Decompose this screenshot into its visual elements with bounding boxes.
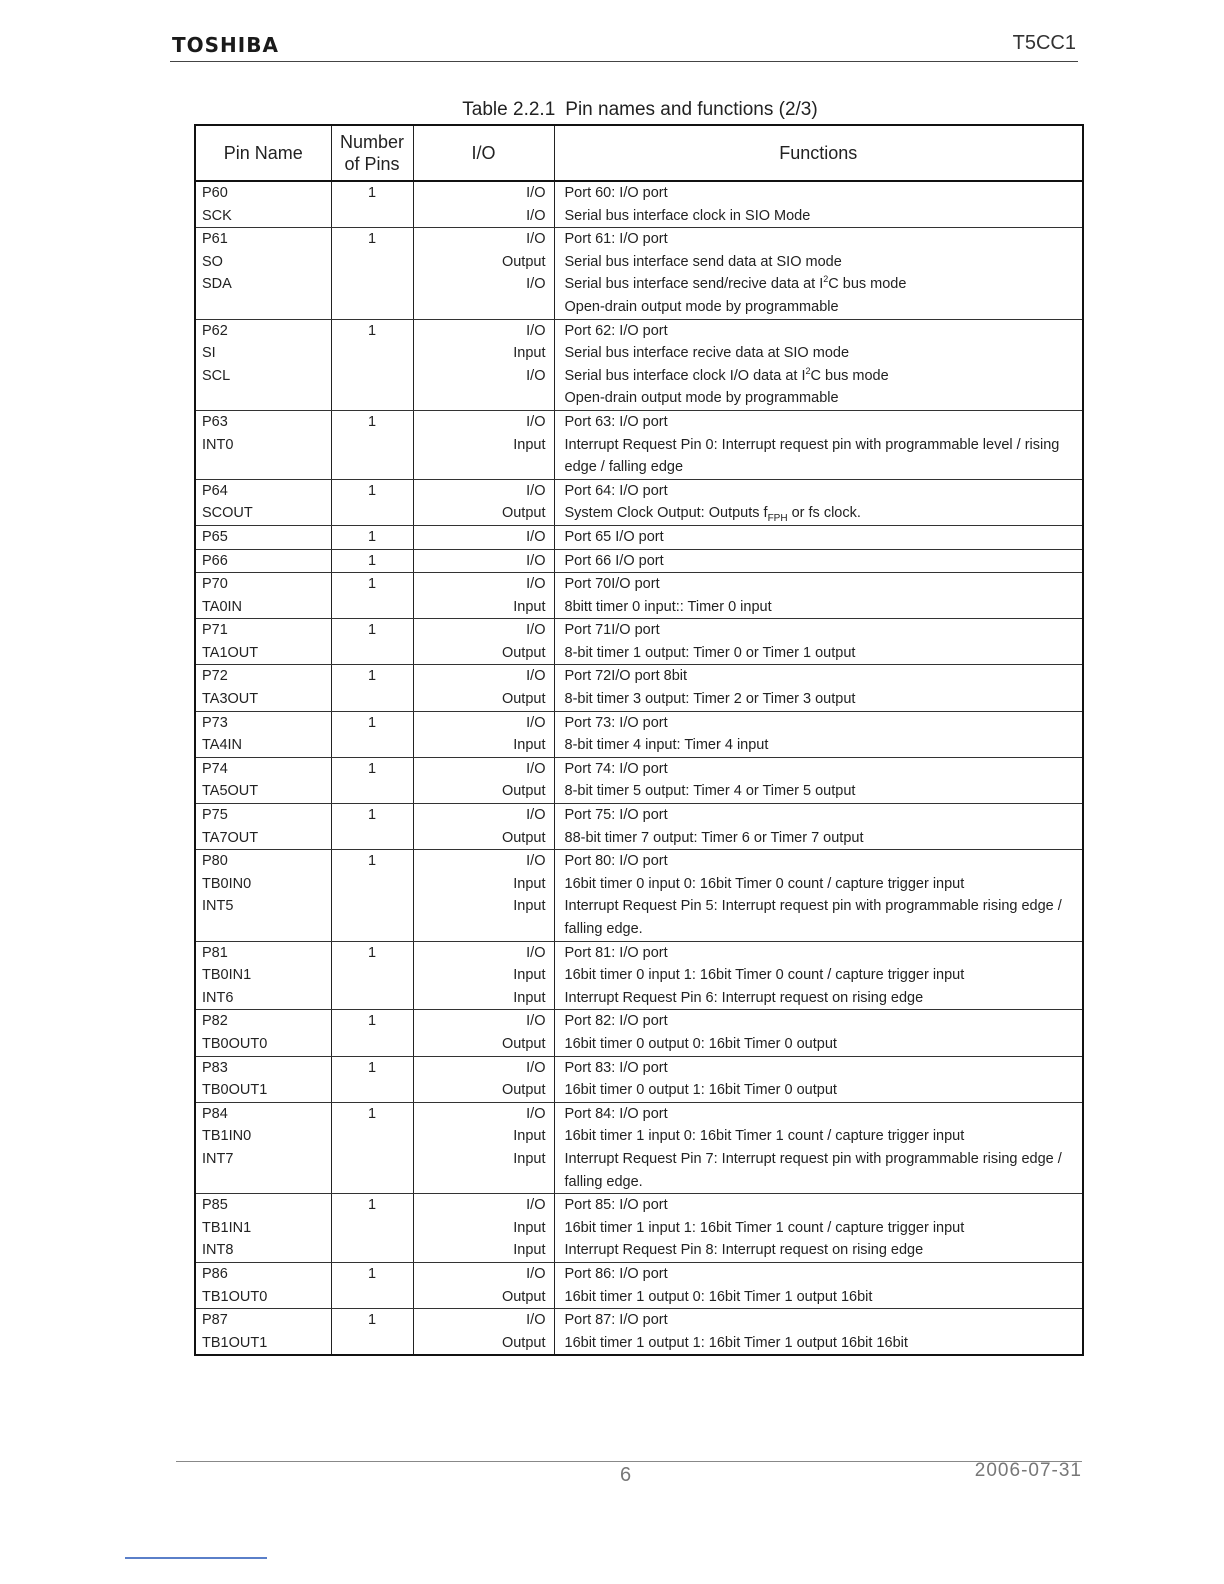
- pin-count-cell: [331, 525, 413, 549]
- pin-function: 88-bit timer 7 output: Timer 6 or Timer 7 output: [564, 829, 864, 846]
- pin-io: Output: [501, 644, 546, 661]
- table-row: [195, 665, 1083, 711]
- pin-name-cell: [195, 1262, 331, 1308]
- pin-count-cell: [331, 665, 413, 711]
- pin-function: System Clock Output: Outputs $f_{FPH}$ or fs clock.: [564, 505, 861, 525]
- pin-name: TB1IN0: [202, 1128, 252, 1145]
- pin-function-cell: [554, 665, 1083, 711]
- pin-function: Port 72I/O port 8bit: [564, 668, 688, 685]
- pin-io: I/O: [526, 276, 546, 293]
- pin-count: 1: [367, 552, 377, 569]
- pin-count: 1: [367, 528, 377, 545]
- pin-function-cell: [554, 573, 1083, 619]
- pin-function: Port 85: I/O port: [564, 1197, 668, 1214]
- pin-count: 1: [367, 576, 377, 593]
- pin-count-cell: [331, 549, 413, 573]
- pin-count: 1: [367, 1013, 377, 1030]
- pin-count: 1: [367, 185, 377, 201]
- pin-name: SCK: [202, 207, 232, 224]
- pin-function: Port 82: I/O port: [564, 1013, 668, 1030]
- pin-count-cell: [331, 181, 413, 228]
- pin-function: 8-bit timer 5 output: Timer 4 or Timer 5 output: [564, 783, 856, 800]
- pin-count: 1: [367, 760, 377, 777]
- pin-function: Interrupt Request Pin 5: Interrupt request pin with programmable rising edge / falling edge.: [564, 898, 1062, 937]
- pin-function: 8-bit timer 4 input: Timer 4 input: [564, 737, 769, 754]
- pin-count-cell: [331, 573, 413, 619]
- pin-function: Port 74: I/O port: [564, 760, 668, 777]
- pin-io: I/O: [526, 482, 546, 499]
- pin-count-cell: [331, 479, 413, 525]
- pin-function-cell: [554, 941, 1083, 1010]
- pin-io: Output: [501, 1035, 546, 1052]
- table-row: [195, 804, 1083, 850]
- pin-io-cell: [413, 619, 554, 665]
- pin-io-cell: [413, 711, 554, 757]
- pin-count-cell: [331, 619, 413, 665]
- pin-function: Port 63: I/O port: [564, 413, 668, 430]
- pin-io-cell: [413, 181, 554, 228]
- pin-io: I/O: [526, 1059, 546, 1076]
- pin-io: I/O: [526, 853, 546, 870]
- table-row: [195, 549, 1083, 573]
- table-row: [195, 757, 1083, 803]
- pin-io: Input: [513, 989, 546, 1006]
- pin-table-body: [195, 181, 1083, 1355]
- pin-name-cell: [195, 941, 331, 1010]
- pin-name-cell: [195, 181, 331, 228]
- pin-function-cell: [554, 181, 1083, 228]
- pin-name: TA3OUT: [202, 691, 259, 708]
- pin-function: Port 66 I/O port: [564, 552, 664, 569]
- pin-name: TA4IN: [202, 737, 243, 754]
- pin-name: TA5OUT: [202, 783, 259, 800]
- pin-function: Port 62: I/O port: [564, 322, 668, 339]
- pin-name-cell: [195, 1010, 331, 1056]
- pin-name: SI: [202, 345, 216, 362]
- pin-io-cell: [413, 941, 554, 1010]
- pin-io-cell: [413, 1102, 554, 1193]
- pin-io: I/O: [526, 322, 546, 339]
- pin-name: P71: [202, 622, 228, 639]
- pin-io: Output: [501, 505, 546, 522]
- table-row: [195, 1056, 1083, 1102]
- pin-name: P72: [202, 668, 228, 685]
- pin-name: P63: [202, 413, 228, 430]
- pin-io-cell: [413, 757, 554, 803]
- pin-io-cell: [413, 1056, 554, 1102]
- pin-name-cell: [195, 319, 331, 410]
- pin-count-cell: [331, 410, 413, 479]
- pin-name: P65: [202, 528, 228, 545]
- pin-count: 1: [367, 1265, 377, 1282]
- pin-name: TA1OUT: [202, 644, 259, 661]
- pin-count: 1: [367, 1059, 377, 1076]
- pin-function: Port 80: I/O port: [564, 853, 668, 870]
- pin-function: Interrupt Request Pin 8: Interrupt request on rising edge: [564, 1242, 924, 1259]
- pin-name: SCL: [202, 367, 231, 384]
- table-row: [195, 525, 1083, 549]
- pin-io: I/O: [526, 231, 546, 248]
- pin-function: Open-drain output mode by programmable: [564, 390, 839, 407]
- pin-count: 1: [367, 622, 377, 639]
- pin-function-cell: [554, 804, 1083, 850]
- pin-count-cell: [331, 1309, 413, 1356]
- pin-io-cell: [413, 573, 554, 619]
- table-row: [195, 941, 1083, 1010]
- pin-name: P87: [202, 1312, 228, 1329]
- pin-function: 16bit timer 0 output 0: 16bit Timer 0 output: [564, 1035, 837, 1052]
- pin-name: P84: [202, 1105, 228, 1122]
- pin-function: Serial bus interface send/recive data at $I^2C$ bus mode: [564, 274, 907, 293]
- pin-name: TA0IN: [202, 598, 243, 615]
- pin-function-cell: [554, 1056, 1083, 1102]
- pin-function-cell: [554, 525, 1083, 549]
- col-header-io: I/O: [413, 125, 554, 181]
- pin-function: Open-drain output mode by programmable: [564, 298, 839, 315]
- pin-io: Input: [513, 875, 546, 892]
- table-row: [195, 573, 1083, 619]
- header-number-line1: Number: [339, 132, 405, 152]
- pin-io: Output: [501, 1082, 546, 1099]
- pin-io: Input: [513, 898, 546, 915]
- pin-io: Input: [513, 1128, 546, 1145]
- pin-function-cell: [554, 319, 1083, 410]
- pin-io: Input: [513, 737, 546, 754]
- pin-function: Interrupt Request Pin 0: Interrupt request pin with programmable level / rising edge / falling edge: [564, 436, 1060, 476]
- pin-function: 16bit timer 0 input 1: 16bit Timer 0 count / capture trigger input: [564, 967, 965, 984]
- col-header-pin-name: Pin Name: [195, 125, 331, 181]
- pin-io: I/O: [526, 185, 546, 201]
- pin-count: 1: [367, 853, 377, 870]
- pin-function: 16bit timer 1 input 0: 16bit Timer 1 count / capture trigger input: [564, 1128, 965, 1145]
- pin-function: Port 87: I/O port: [564, 1312, 668, 1329]
- pin-io: Output: [501, 1334, 546, 1351]
- pin-function: Serial bus interface clock in SIO Mode: [564, 207, 811, 224]
- pin-function: Serial bus interface recive data at SIO mode: [564, 345, 850, 362]
- pin-name: P64: [202, 482, 228, 499]
- table-row: [195, 410, 1083, 479]
- pin-name-cell: [195, 711, 331, 757]
- pin-io: I/O: [526, 760, 546, 777]
- pin-function: 16bit timer 1 output 1: 16bit Timer 1 output 16bit 16bit: [564, 1334, 908, 1351]
- pin-count: 1: [367, 714, 377, 731]
- pin-function-cell: [554, 1262, 1083, 1308]
- pin-function: Port 75: I/O port: [564, 807, 668, 824]
- pin-io-cell: [413, 549, 554, 573]
- table-row: [195, 1102, 1083, 1193]
- table-row: [195, 181, 1083, 228]
- pin-name: P85: [202, 1197, 228, 1214]
- table-row: [195, 228, 1083, 319]
- pin-function-cell: [554, 711, 1083, 757]
- pin-count: 1: [367, 1312, 377, 1329]
- pin-name-cell: [195, 757, 331, 803]
- pin-io: I/O: [526, 413, 546, 430]
- pin-count: 1: [367, 1197, 377, 1214]
- pin-name-cell: [195, 665, 331, 711]
- table-row: [195, 319, 1083, 410]
- col-header-number-of-pins: [331, 125, 413, 181]
- pin-function: 16bit timer 1 input 1: 16bit Timer 1 count / capture trigger input: [564, 1219, 965, 1236]
- header-number-line2: of Pins: [344, 154, 400, 174]
- pin-io: I/O: [526, 622, 546, 639]
- pin-name-cell: [195, 479, 331, 525]
- pin-count-cell: [331, 941, 413, 1010]
- pin-io: I/O: [526, 552, 546, 569]
- col-header-functions: Functions: [554, 125, 1083, 181]
- pin-name-cell: [195, 1309, 331, 1356]
- pin-name: P75: [202, 807, 228, 824]
- pin-count: 1: [367, 668, 377, 685]
- pin-name: INT5: [202, 898, 234, 915]
- pin-io: I/O: [526, 576, 546, 593]
- pin-io-cell: [413, 1309, 554, 1356]
- pin-name: SO: [202, 253, 223, 270]
- pin-name-cell: [195, 549, 331, 573]
- pin-count-cell: [331, 1194, 413, 1263]
- pin-count-cell: [331, 804, 413, 850]
- pin-count-cell: [331, 319, 413, 410]
- pin-io: I/O: [526, 1265, 546, 1282]
- pin-name: P80: [202, 853, 228, 870]
- pin-name: P73: [202, 714, 228, 731]
- pin-count-cell: [331, 1102, 413, 1193]
- pin-function-cell: [554, 850, 1083, 941]
- pin-io: I/O: [526, 367, 546, 384]
- pin-function: 16bit timer 1 output 0: 16bit Timer 1 output 16bit: [564, 1288, 873, 1305]
- pin-name: TB0IN1: [202, 967, 252, 984]
- pin-io: Output: [501, 783, 546, 800]
- pin-function: Port 86: I/O port: [564, 1265, 668, 1282]
- pin-name-cell: [195, 1194, 331, 1263]
- pin-function: Interrupt Request Pin 6: Interrupt request on rising edge: [564, 989, 924, 1006]
- pin-function: Port 64: I/O port: [564, 482, 668, 499]
- page-number: 6: [620, 1464, 632, 1486]
- pin-io: Input: [513, 1219, 546, 1236]
- pin-io: I/O: [526, 714, 546, 731]
- pin-table: [194, 124, 1084, 1356]
- pin-name: P61: [202, 231, 228, 248]
- pin-name: INT8: [202, 1242, 234, 1259]
- pin-name-cell: [195, 228, 331, 319]
- pin-io: I/O: [526, 807, 546, 824]
- pin-function: Port 60: I/O port: [564, 185, 668, 201]
- pin-io: Input: [513, 1150, 546, 1167]
- pin-function: Port 61: I/O port: [564, 231, 668, 248]
- pin-count: 1: [367, 944, 377, 961]
- pin-name: INT6: [202, 989, 234, 1006]
- pin-name: P83: [202, 1059, 228, 1076]
- pin-name: P81: [202, 944, 228, 961]
- table-row: [195, 1010, 1083, 1056]
- pin-io-cell: [413, 1010, 554, 1056]
- pin-io: Output: [501, 829, 546, 846]
- pin-function: Port 73: I/O port: [564, 714, 668, 731]
- pin-io-cell: [413, 525, 554, 549]
- pin-io-cell: [413, 1262, 554, 1308]
- pin-count: 1: [367, 482, 377, 499]
- pin-io: Input: [513, 598, 546, 615]
- header-divider: [170, 61, 1078, 62]
- pin-function: Port 71I/O port: [564, 622, 660, 639]
- pin-count-cell: [331, 711, 413, 757]
- pin-count: 1: [367, 807, 377, 824]
- pin-count-cell: [331, 757, 413, 803]
- pin-name-cell: [195, 1056, 331, 1102]
- pin-io: I/O: [526, 944, 546, 961]
- pin-io-cell: [413, 1194, 554, 1263]
- pin-function: Port 84: I/O port: [564, 1105, 668, 1122]
- pin-function: Serial bus interface clock I/O data at $I^2C$ bus mode: [564, 365, 889, 384]
- pin-name-cell: [195, 410, 331, 479]
- pin-name: TB0OUT1: [202, 1082, 268, 1099]
- pin-function: Interrupt Request Pin 7: Interrupt request pin with programmable rising edge / falling edge.: [564, 1150, 1062, 1190]
- pin-name-cell: [195, 573, 331, 619]
- table-header-row: [195, 125, 1083, 181]
- pin-function: Port 83: I/O port: [564, 1059, 668, 1076]
- pin-io-cell: [413, 804, 554, 850]
- pin-io: Input: [513, 1242, 546, 1259]
- pin-function: 8-bit timer 3 output: Timer 2 or Timer 3 output: [564, 691, 856, 708]
- pin-name: P62: [202, 322, 228, 339]
- document-id: T5CC1: [1012, 32, 1076, 54]
- pin-function-cell: [554, 757, 1083, 803]
- pin-function-cell: [554, 1010, 1083, 1056]
- pin-io-cell: [413, 319, 554, 410]
- pin-name-cell: [195, 1102, 331, 1193]
- pin-io-cell: [413, 665, 554, 711]
- pin-name: TA7OUT: [202, 829, 259, 846]
- pin-name-cell: [195, 850, 331, 941]
- pin-name: TB1IN1: [202, 1219, 252, 1236]
- pin-name: INT7: [202, 1150, 234, 1167]
- pin-io: Output: [501, 1288, 546, 1305]
- pin-io-cell: [413, 479, 554, 525]
- pin-count-cell: [331, 1262, 413, 1308]
- pin-io: I/O: [526, 1105, 546, 1122]
- footer-date: 2006-07-31: [974, 1460, 1082, 1481]
- pin-name: TB1OUT1: [202, 1334, 268, 1351]
- pin-function-cell: [554, 1309, 1083, 1356]
- pin-function: Serial bus interface send data at SIO mode: [564, 253, 842, 270]
- pin-count-cell: [331, 228, 413, 319]
- pin-name: TB0OUT0: [202, 1035, 268, 1052]
- pin-count-cell: [331, 1056, 413, 1102]
- pin-name: P82: [202, 1013, 228, 1030]
- pin-function: Port 70I/O port: [564, 576, 660, 593]
- pin-function: 8-bit timer 1 output: Timer 0 or Timer 1 output: [564, 644, 856, 661]
- caption-number: Table 2.2.1: [462, 99, 556, 120]
- pin-name-cell: [195, 525, 331, 549]
- table-row: [195, 619, 1083, 665]
- pin-io: I/O: [526, 207, 546, 224]
- pin-count: 1: [367, 413, 377, 430]
- table-caption: [195, 99, 1085, 121]
- pin-io: I/O: [526, 528, 546, 545]
- pin-count: 1: [367, 1105, 377, 1122]
- pin-io: I/O: [526, 1312, 546, 1329]
- pin-io: Output: [501, 253, 546, 270]
- table-row: [195, 479, 1083, 525]
- table-row: [195, 1262, 1083, 1308]
- pin-io: I/O: [526, 1197, 546, 1214]
- brand-logo: TOSHIBA: [172, 33, 279, 57]
- table-row: [195, 850, 1083, 941]
- pin-name-cell: [195, 804, 331, 850]
- pin-name: P60: [202, 185, 228, 201]
- pin-io-cell: [413, 850, 554, 941]
- pin-function-cell: [554, 619, 1083, 665]
- pin-io-cell: [413, 228, 554, 319]
- pin-function: 8bitt timer 0 input:: Timer 0 input: [564, 598, 772, 615]
- pin-io: Input: [513, 436, 546, 453]
- pin-name: P70: [202, 576, 228, 593]
- pin-name-cell: [195, 619, 331, 665]
- pin-count-cell: [331, 850, 413, 941]
- pin-io: Output: [501, 691, 546, 708]
- table-row: [195, 1309, 1083, 1356]
- pin-io: I/O: [526, 668, 546, 685]
- pin-io: Input: [513, 345, 546, 362]
- caption-text: Pin names and functions (2/3): [565, 99, 818, 120]
- pin-function: 16bit timer 0 input 0: 16bit Timer 0 count / capture trigger input: [564, 875, 965, 892]
- pin-count-cell: [331, 1010, 413, 1056]
- pin-count: 1: [367, 322, 377, 339]
- pin-io: I/O: [526, 1013, 546, 1030]
- pin-name: SDA: [202, 276, 232, 293]
- pin-name: SCOUT: [202, 505, 253, 522]
- corner-mark: [125, 1557, 267, 1559]
- pin-function-cell: [554, 1194, 1083, 1263]
- footer-divider: [176, 1461, 1082, 1462]
- pin-function: Port 81: I/O port: [564, 944, 668, 961]
- pin-io-cell: [413, 410, 554, 479]
- pin-function-cell: [554, 1102, 1083, 1193]
- pin-function: 16bit timer 0 output 1: 16bit Timer 0 output: [564, 1082, 837, 1099]
- table-row: [195, 711, 1083, 757]
- pin-name: P66: [202, 552, 228, 569]
- pin-function-cell: [554, 479, 1083, 525]
- pin-function: Port 65 I/O port: [564, 528, 664, 545]
- pin-name: P74: [202, 760, 228, 777]
- pin-name: TB0IN0: [202, 875, 252, 892]
- pin-io: Input: [513, 967, 546, 984]
- table-row: [195, 1194, 1083, 1263]
- pin-function-cell: [554, 228, 1083, 319]
- pin-name: INT0: [202, 436, 234, 453]
- pin-name: P86: [202, 1265, 228, 1282]
- pin-function-cell: [554, 549, 1083, 573]
- pin-function-cell: [554, 410, 1083, 479]
- pin-name: TB1OUT0: [202, 1288, 268, 1305]
- pin-count: 1: [367, 231, 377, 248]
